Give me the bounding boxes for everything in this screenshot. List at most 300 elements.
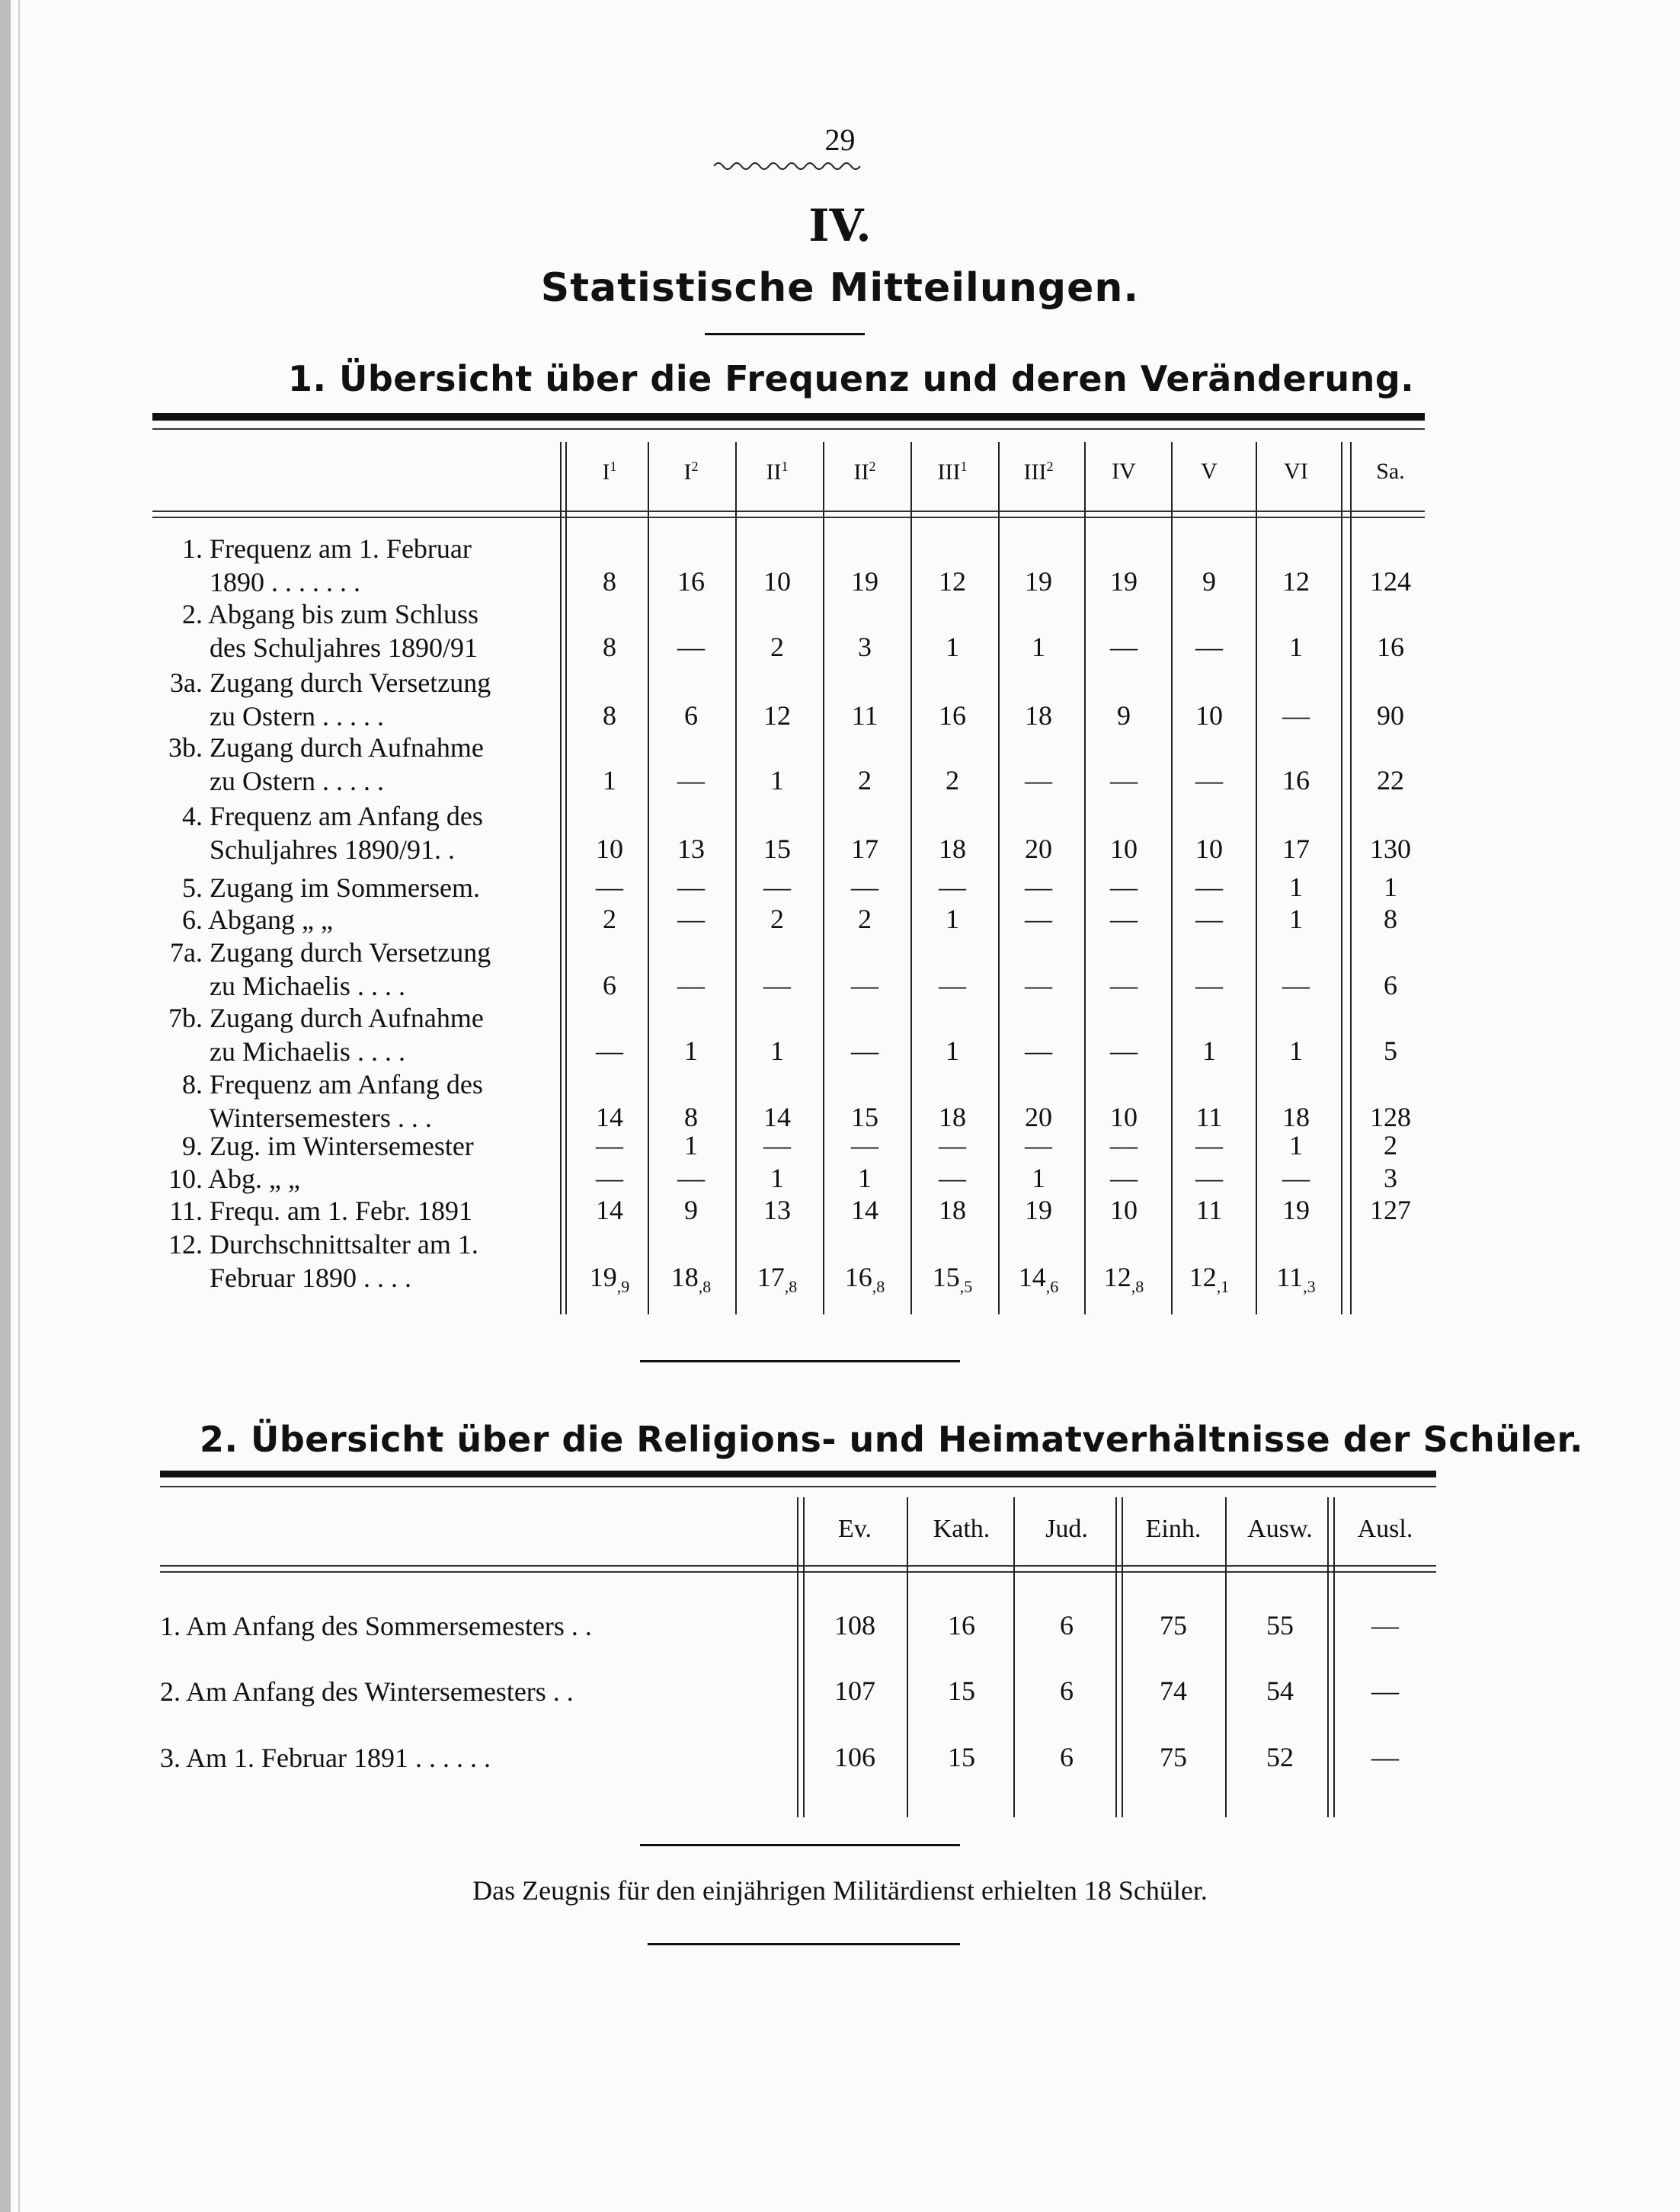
- table-cell: 18: [939, 1195, 966, 1225]
- row-label: [152, 1194, 472, 1228]
- table-cell: —: [1110, 1130, 1138, 1160]
- row-number: 4.: [182, 801, 203, 831]
- age-integer: 15: [932, 1262, 960, 1292]
- column-header-index: 2: [1046, 459, 1054, 474]
- row-label-text: zu Michaelis . . . .: [210, 1036, 405, 1067]
- column-header-label: Sa.: [1376, 459, 1405, 484]
- table2-top-rule: [160, 1471, 1436, 1477]
- table-cell: 17: [1282, 834, 1310, 864]
- table-cell: —: [677, 765, 705, 795]
- age-decimal: ,8: [698, 1277, 712, 1297]
- table-cell: 15: [948, 1742, 975, 1772]
- table-cell: 10: [1110, 1102, 1138, 1132]
- table1-column-divider: [1341, 442, 1342, 1314]
- age-decimal: ,8: [784, 1277, 798, 1297]
- table-cell: [1167, 1261, 1251, 1297]
- table-cell: 1: [770, 765, 784, 795]
- table-cell: 15: [948, 1676, 975, 1706]
- table-cell: —: [1110, 1163, 1138, 1193]
- table-cell: —: [1025, 904, 1052, 934]
- table2-column-divider: [797, 1497, 798, 1817]
- column-header-index: 1: [960, 459, 968, 474]
- row-label-line: [152, 699, 491, 733]
- row-label-line: [152, 565, 472, 599]
- table2-column-divider: [907, 1497, 908, 1817]
- table-cell: —: [1195, 765, 1223, 795]
- table-cell: 6: [603, 970, 616, 1000]
- table-cell: 20: [1025, 834, 1052, 864]
- table1-top-thin-rule: [152, 428, 1425, 430]
- column-header-index: 2: [691, 459, 699, 474]
- table-cell: 8: [1384, 904, 1397, 934]
- table-cell: 10: [1110, 1195, 1138, 1225]
- row-label-line: [152, 532, 472, 565]
- row-number: 7b.: [168, 1003, 203, 1033]
- table-cell: 124: [1370, 566, 1411, 597]
- table-cell: [568, 1261, 651, 1297]
- table-cell: 1: [1289, 1130, 1303, 1160]
- table-cell: 14: [763, 1102, 791, 1132]
- table1-header-rule: [152, 511, 1425, 512]
- row-label-line: [152, 666, 491, 699]
- table-cell: 6: [1060, 1676, 1074, 1706]
- age-integer: 17: [757, 1262, 785, 1292]
- row-label: 3. Am 1. Februar 1891 . . . . . .: [160, 1743, 491, 1773]
- row-label-text: 1890 . . . . . . .: [210, 567, 360, 597]
- table-cell: 11: [851, 700, 878, 731]
- age-decimal: ,1: [1216, 1277, 1230, 1297]
- row-label-line: [152, 1261, 478, 1295]
- column-header: [735, 459, 819, 485]
- table-cell: 17: [851, 834, 878, 864]
- table2-column-divider: [1225, 1497, 1227, 1817]
- table-cell: 8: [603, 632, 616, 662]
- table-cell: 16: [939, 700, 966, 731]
- row-number: 8.: [182, 1069, 203, 1100]
- table-cell: 9: [1117, 700, 1131, 731]
- table2-column-divider: [1013, 1497, 1015, 1817]
- column-header-label: II: [853, 459, 869, 485]
- table-cell: —: [763, 970, 791, 1000]
- table-cell: 16: [948, 1610, 975, 1641]
- section-title: Statistische Mitteilungen.: [540, 265, 1140, 311]
- table-cell: —: [1371, 1742, 1399, 1772]
- row-label-text: Frequenz am 1. Februar: [210, 533, 472, 564]
- table-cell: —: [677, 632, 705, 662]
- table-cell: —: [1025, 872, 1052, 902]
- table-cell: —: [1282, 970, 1310, 1000]
- table-cell: 20: [1025, 1102, 1052, 1132]
- table1-column-divider: [560, 442, 562, 1314]
- table-cell: —: [596, 1130, 623, 1160]
- row-label-text: Februar 1890 . . . .: [210, 1263, 411, 1293]
- row-label-line: [152, 799, 483, 833]
- table-cell: 2: [858, 765, 872, 795]
- table-cell: 6: [684, 700, 698, 731]
- row-number: 3a.: [170, 667, 203, 698]
- column-header: Ausl.: [1357, 1515, 1413, 1543]
- table-cell: [735, 1261, 819, 1297]
- separator-rule-3: [648, 1943, 960, 1945]
- table-cell: 18: [1025, 700, 1052, 731]
- column-header-label: III: [937, 459, 961, 485]
- table-cell: —: [1195, 632, 1223, 662]
- row-number: 1.: [182, 533, 203, 564]
- table-cell: [823, 1261, 907, 1297]
- row-label-text: Abgang „ „: [208, 904, 333, 935]
- column-header: Kath.: [933, 1515, 990, 1543]
- row-label: 2. Am Anfang des Wintersemesters . .: [160, 1676, 574, 1707]
- table-cell: —: [851, 1036, 878, 1066]
- table-cell: 75: [1160, 1742, 1187, 1772]
- table-cell: 8: [603, 700, 616, 731]
- row-label: [152, 903, 333, 936]
- row-label-line: [152, 969, 491, 1003]
- table-cell: —: [939, 970, 966, 1000]
- table-cell: 14: [851, 1195, 878, 1225]
- table-cell: [997, 1261, 1080, 1297]
- table-cell: 3: [858, 632, 872, 662]
- column-header: Einh.: [1145, 1515, 1202, 1543]
- table-cell: —: [1110, 765, 1138, 795]
- table-cell: 15: [763, 834, 791, 864]
- table-cell: 74: [1160, 1676, 1187, 1706]
- row-label: [152, 871, 480, 904]
- column-header: Ausw.: [1247, 1515, 1313, 1543]
- table-cell: 1: [603, 765, 616, 795]
- table-cell: 8: [603, 566, 616, 597]
- row-label-line: [152, 1194, 472, 1228]
- section-number: IV.: [808, 200, 872, 251]
- table-cell: —: [939, 1130, 966, 1160]
- table-cell: 1: [1032, 632, 1045, 662]
- table-cell: 1: [858, 1163, 872, 1193]
- table-cell: 1: [946, 632, 959, 662]
- table-cell: 90: [1377, 700, 1404, 731]
- row-label-text: Schuljahres 1890/91. .: [210, 834, 455, 865]
- age-integer: 19: [589, 1262, 617, 1292]
- age-integer: 11: [1276, 1262, 1304, 1292]
- row-label-line: [152, 871, 480, 904]
- age-integer: 16: [844, 1262, 872, 1292]
- table-cell: 106: [834, 1742, 875, 1772]
- table-cell: 1: [770, 1163, 784, 1193]
- table-cell: 3: [1384, 1163, 1397, 1193]
- table-cell: —: [1195, 872, 1223, 902]
- row-label: [152, 1068, 483, 1135]
- row-label-line: [152, 597, 478, 631]
- table2-column-divider: [803, 1497, 805, 1817]
- title-rule: [705, 333, 865, 335]
- table-cell: 5: [1384, 1036, 1397, 1066]
- table-cell: 52: [1266, 1742, 1294, 1772]
- table1-column-divider: [565, 442, 567, 1314]
- table-cell: 2: [770, 632, 784, 662]
- ornament-squiggle: [712, 158, 865, 174]
- table-cell: 1: [770, 1036, 784, 1066]
- row-label-line: [152, 1228, 478, 1261]
- table-cell: 6: [1060, 1610, 1074, 1641]
- table-cell: 127: [1370, 1195, 1411, 1225]
- table-cell: 19: [851, 566, 878, 597]
- row-number: 12.: [168, 1229, 203, 1260]
- column-header-index: 2: [869, 459, 876, 474]
- column-header-index: 1: [610, 459, 617, 474]
- row-label: [152, 799, 483, 866]
- row-label-text: zu Ostern . . . . .: [210, 701, 384, 731]
- table-cell: 2: [1384, 1130, 1397, 1160]
- row-number: 2.: [182, 599, 203, 629]
- column-header: [649, 459, 733, 485]
- table-cell: 10: [596, 834, 623, 864]
- row-label-text: Abgang bis zum Schluss: [208, 599, 479, 629]
- age-integer: 18: [670, 1262, 699, 1292]
- column-header-index: 1: [781, 459, 789, 474]
- table-cell: —: [1282, 1163, 1310, 1193]
- table-cell: 18: [939, 834, 966, 864]
- column-header-label: II: [766, 459, 782, 485]
- table-cell: —: [851, 970, 878, 1000]
- row-number: 5.: [182, 872, 203, 903]
- table-cell: 10: [1195, 834, 1223, 864]
- row-label: [152, 936, 491, 1003]
- table-cell: —: [1195, 1163, 1223, 1193]
- separator-rule-1: [640, 1360, 960, 1362]
- row-label-line: [152, 903, 333, 936]
- table1-top-rule: [152, 413, 1425, 421]
- table-cell: 18: [939, 1102, 966, 1132]
- table-cell: —: [1025, 970, 1052, 1000]
- table-cell: 19: [1110, 566, 1138, 597]
- table-cell: 12: [939, 566, 966, 597]
- row-label-line: [152, 1068, 483, 1101]
- row-label: [152, 597, 478, 664]
- table-cell: —: [1025, 1036, 1052, 1066]
- table-cell: 19: [1025, 566, 1052, 597]
- row-label-text: Frequenz am Anfang des: [210, 1069, 483, 1100]
- age-integer: 12: [1189, 1262, 1217, 1292]
- table2-heading: 2. Übersicht über die Religions- und Heimatverhältnisse der Schüler.: [200, 1419, 1584, 1460]
- table-cell: 14: [596, 1102, 623, 1132]
- table-cell: —: [1195, 1130, 1223, 1160]
- table-cell: 16: [1282, 765, 1310, 795]
- table-cell: 1: [946, 1036, 959, 1066]
- table-cell: —: [596, 872, 623, 902]
- table-cell: 1: [946, 904, 959, 934]
- column-header: [568, 459, 651, 485]
- table-cell: 6: [1060, 1742, 1074, 1772]
- table-cell: —: [1282, 700, 1310, 731]
- table-cell: —: [677, 970, 705, 1000]
- table2-column-divider: [1333, 1497, 1335, 1817]
- table-cell: 16: [1377, 632, 1404, 662]
- table-cell: —: [1195, 904, 1223, 934]
- table-cell: 2: [770, 904, 784, 934]
- row-label: [152, 1001, 484, 1068]
- table-cell: 75: [1160, 1610, 1187, 1641]
- column-header: [823, 459, 907, 485]
- table-cell: 130: [1370, 834, 1411, 864]
- row-label-line: [152, 1162, 300, 1196]
- page-number: 29: [824, 123, 856, 157]
- row-label: [152, 666, 491, 733]
- row-label: [152, 1228, 478, 1295]
- row-label-text: Wintersemesters . . .: [209, 1103, 432, 1133]
- age-decimal: ,8: [1131, 1277, 1144, 1297]
- table-cell: 1: [684, 1130, 698, 1160]
- age-decimal: ,5: [959, 1277, 973, 1297]
- table-cell: 2: [858, 904, 872, 934]
- table-cell: —: [851, 872, 878, 902]
- table-cell: 10: [1110, 834, 1138, 864]
- age-integer: 14: [1018, 1262, 1046, 1292]
- row-label-line: [152, 833, 483, 866]
- table-cell: 2: [603, 904, 616, 934]
- table-cell: 15: [851, 1102, 878, 1132]
- row-label-line: [152, 1129, 474, 1163]
- table-cell: —: [1110, 970, 1138, 1000]
- table-cell: —: [677, 872, 705, 902]
- table-cell: 9: [1202, 566, 1216, 597]
- row-label-text: Zugang durch Versetzung: [210, 937, 491, 968]
- table-cell: —: [1110, 872, 1138, 902]
- table-cell: 11: [1195, 1195, 1223, 1225]
- table-cell: —: [596, 1163, 623, 1193]
- row-label: 1. Am Anfang des Sommersemesters . .: [160, 1611, 592, 1641]
- column-header-label: IV: [1112, 459, 1136, 484]
- row-label-text: Zug. im Wintersemester: [210, 1131, 474, 1161]
- table-cell: 10: [763, 566, 791, 597]
- table-cell: 2: [946, 765, 959, 795]
- row-label-line: [152, 1001, 484, 1035]
- row-label-line: [152, 936, 491, 969]
- row-label-text: des Schuljahres 1890/91: [210, 632, 478, 663]
- row-number: 9.: [182, 1131, 203, 1161]
- row-label-text: Frequ. am 1. Febr. 1891: [210, 1196, 472, 1226]
- row-label-text: Abg. „ „: [208, 1164, 300, 1194]
- row-label-text: zu Ostern . . . . .: [210, 766, 384, 796]
- row-label-line: [152, 631, 478, 664]
- table-cell: —: [1025, 765, 1052, 795]
- table-cell: 19: [1025, 1195, 1052, 1225]
- table-cell: 107: [834, 1676, 875, 1706]
- table-cell: —: [939, 1163, 966, 1193]
- table-cell: 11: [1195, 1102, 1223, 1132]
- column-header: [910, 459, 994, 485]
- table-cell: 1: [1289, 1036, 1303, 1066]
- column-header-label: I: [683, 459, 692, 485]
- table-cell: —: [851, 1130, 878, 1160]
- table-cell: —: [939, 872, 966, 902]
- table-cell: 1: [1032, 1163, 1045, 1193]
- column-header: [1349, 459, 1432, 485]
- column-header: [997, 459, 1080, 485]
- table-cell: —: [677, 904, 705, 934]
- table-cell: 18: [1282, 1102, 1310, 1132]
- table-cell: 9: [684, 1195, 698, 1225]
- table-cell: 1: [1289, 904, 1303, 934]
- table-cell: 54: [1266, 1676, 1294, 1706]
- table-cell: —: [763, 872, 791, 902]
- table-cell: 1: [684, 1036, 698, 1066]
- row-label: [152, 1162, 300, 1196]
- row-number: 3b.: [168, 732, 203, 763]
- table-cell: [1254, 1261, 1338, 1297]
- row-label: [152, 532, 472, 599]
- table-cell: 19: [1282, 1195, 1310, 1225]
- column-header-label: VI: [1284, 459, 1308, 484]
- separator-rule-2: [640, 1844, 960, 1846]
- table-cell: 8: [684, 1102, 698, 1132]
- table-cell: —: [1195, 970, 1223, 1000]
- row-label-text: Zugang durch Aufnahme: [210, 732, 484, 763]
- row-label-line: [152, 1035, 484, 1068]
- table-cell: 13: [763, 1195, 791, 1225]
- table-cell: 12: [1282, 566, 1310, 597]
- table-cell: 1: [1289, 872, 1303, 902]
- table-cell: 14: [596, 1195, 623, 1225]
- row-label-text: Zugang durch Aufnahme: [210, 1003, 484, 1033]
- column-header: [1082, 459, 1166, 485]
- table-cell: —: [1371, 1676, 1399, 1706]
- age-decimal: ,3: [1303, 1277, 1316, 1297]
- table-cell: —: [1025, 1130, 1052, 1160]
- table1-heading: 1. Übersicht über die Frequenz und deren Veränderung.: [288, 358, 1415, 399]
- table2-top-thin-rule: [160, 1486, 1436, 1487]
- table-cell: 6: [1384, 970, 1397, 1000]
- footer-note: Das Zeugnis für den einjährigen Militärdienst erhielten 18 Schüler.: [472, 1875, 1208, 1906]
- row-label: [152, 731, 484, 798]
- table-cell: 128: [1370, 1102, 1411, 1132]
- table-cell: [1082, 1261, 1166, 1297]
- table-cell: —: [677, 1163, 705, 1193]
- table2-column-divider: [1122, 1497, 1123, 1817]
- table-cell: —: [763, 1130, 791, 1160]
- table-cell: —: [1371, 1610, 1399, 1641]
- column-header: Jud.: [1045, 1515, 1088, 1543]
- row-number: 7a.: [170, 937, 203, 968]
- column-header: [1167, 459, 1251, 485]
- table-cell: 55: [1266, 1610, 1294, 1641]
- row-number: 6.: [182, 904, 203, 935]
- row-label-line: [152, 764, 484, 798]
- table-cell: 16: [677, 566, 705, 597]
- row-label-text: Frequenz am Anfang des: [210, 801, 483, 831]
- table-cell: 1: [1202, 1036, 1216, 1066]
- age-decimal: ,9: [616, 1277, 630, 1297]
- table-cell: 1: [1289, 632, 1303, 662]
- column-header: Ev.: [837, 1515, 872, 1543]
- column-header-label: I: [602, 459, 610, 485]
- row-label-line: [152, 731, 484, 764]
- table-cell: 108: [834, 1610, 875, 1641]
- age-decimal: ,6: [1045, 1277, 1059, 1297]
- age-decimal: ,8: [872, 1277, 885, 1297]
- row-number: 10.: [168, 1164, 203, 1194]
- table-cell: 13: [677, 834, 705, 864]
- column-header-label: III: [1023, 459, 1047, 485]
- row-label: [152, 1129, 474, 1163]
- column-header: [1254, 459, 1338, 485]
- column-header-label: V: [1201, 459, 1218, 484]
- row-label-text: Zugang durch Versetzung: [210, 667, 491, 698]
- table-cell: —: [1110, 632, 1138, 662]
- table-cell: 12: [763, 700, 791, 731]
- table-cell: —: [1110, 1036, 1138, 1066]
- table-cell: 1: [1384, 872, 1397, 902]
- table-cell: [649, 1261, 733, 1297]
- row-number: 11.: [169, 1196, 203, 1226]
